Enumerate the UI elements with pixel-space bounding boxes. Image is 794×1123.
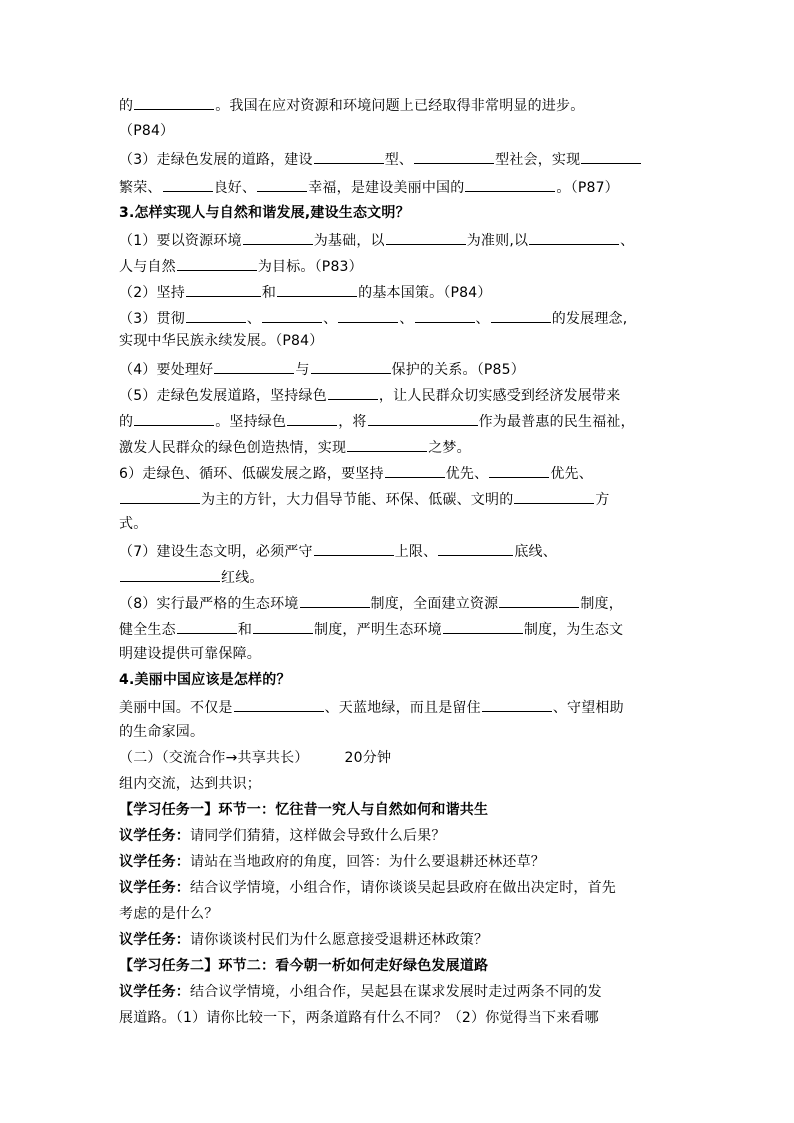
section-heading: 4.美丽中国应该是怎样的？ (119, 672, 291, 688)
task-heading: 【学习任务一】环节一：忆往昔一究人与自然如何和谐共生 (119, 802, 489, 818)
fill-blank (328, 384, 378, 400)
text: ，让人民群众切实感受到经济发展带来 (378, 388, 621, 404)
text: 制度， (580, 596, 623, 612)
text-line (119, 618, 623, 640)
fill-blank (347, 436, 427, 452)
fill-blank (287, 410, 337, 426)
text: ，将 (338, 414, 367, 430)
text: 激发人民群众的绿色创造热情，实现 (119, 440, 347, 456)
text: 、天蓝地绿，而且是留住 (324, 700, 481, 716)
fill-blank (385, 462, 445, 478)
text-line (119, 255, 363, 277)
text-line (119, 930, 488, 950)
text: 、 (399, 311, 414, 327)
text: 。坚持绿色 (215, 414, 287, 430)
text: 和 (237, 622, 253, 638)
page-ref: （P84） (119, 123, 175, 139)
fill-blank (499, 592, 579, 608)
text: 。（P87） (556, 180, 619, 196)
text: 展道路。（1）请你比较一下，两条道路有什么不同？（2）你觉得当下来看哪 (119, 1010, 599, 1026)
text-line (119, 540, 557, 562)
text: 型、 (384, 152, 414, 168)
text: 和 (261, 285, 277, 301)
fill-blank (581, 148, 641, 164)
text: 、 (475, 311, 490, 327)
text: （二）（交流合作→共享共长） (119, 750, 309, 766)
fill-blank (186, 281, 261, 297)
text-line (119, 358, 525, 380)
text: 式。 (119, 516, 148, 532)
fill-blank (120, 566, 220, 582)
fill-blank (438, 540, 513, 556)
text: 的生命家园。 (119, 724, 205, 740)
text: 型社会，实现 (495, 152, 581, 168)
text-line (119, 826, 446, 846)
text-line (119, 121, 174, 141)
text: 。我国在应对资源和环境问题上已经取得非常明显的进步。 (215, 98, 585, 114)
text-line (119, 488, 610, 510)
text: 的发展理念, (551, 311, 628, 327)
fill-blank (134, 94, 214, 110)
section-heading: 3.怎样实现人与自然和谐发展,建设生态文明？ (119, 205, 410, 221)
text: 制度，为生态文 (523, 622, 624, 638)
text: 与 (295, 362, 310, 378)
text-line (119, 852, 545, 872)
text: 、 (246, 311, 262, 327)
fill-blank (529, 229, 619, 245)
fill-blank (186, 307, 246, 323)
text-line (119, 307, 627, 329)
text: 请同学们猜猜，这样做会导致什么后果？ (190, 828, 446, 844)
task-label: 议学任务： (119, 854, 190, 870)
fill-blank (177, 255, 257, 271)
text-line (119, 1008, 599, 1028)
fill-blank (491, 307, 551, 323)
text: 的 (119, 98, 134, 114)
text: 底线、 (514, 544, 557, 560)
text: 考虑的是什么？ (119, 906, 219, 922)
text: 作为最普惠的民生福祉， (478, 414, 635, 430)
text-line (119, 148, 642, 170)
text: 的基本国策。（P84） (358, 285, 492, 301)
fill-blank (311, 358, 391, 374)
text: （5）走绿色发展道路，坚持绿色 (119, 388, 327, 404)
text-line (119, 748, 391, 768)
text-line (119, 514, 147, 534)
text: （7）建设生态文明，必须严守 (119, 544, 313, 560)
text-line (119, 592, 623, 614)
text-line (119, 94, 584, 116)
text: 保护的关系。（P85） (391, 362, 525, 378)
text: （3）贯彻 (119, 311, 185, 327)
text: 方 (595, 492, 610, 508)
text: 制度，严明生态环境 (314, 622, 442, 638)
fill-blank (257, 176, 307, 192)
text: 、 (323, 311, 338, 327)
fill-blank (443, 618, 523, 634)
text: 繁荣、 (119, 180, 162, 196)
fill-blank (134, 410, 214, 426)
text-line (119, 436, 471, 458)
fill-blank (482, 696, 552, 712)
text-line (119, 331, 323, 351)
fill-blank (277, 281, 357, 297)
duration-label: 20分钟 (344, 750, 392, 766)
task-heading: 【学习任务二】环节二：看今朝一析如何走好绿色发展道路 (119, 958, 489, 974)
fill-blank (338, 307, 398, 323)
fill-blank (214, 358, 294, 374)
text-line (119, 774, 261, 794)
text: 红线。 (221, 570, 264, 586)
task-label: 议学任务： (119, 932, 190, 948)
text-line (119, 176, 619, 198)
text: 结合议学情境，小组合作，请你谈谈吴起县政府在做出决定时，首先 (190, 880, 616, 896)
text: 结合议学情境，小组合作，吴起县在谋求发展时走过两条不同的发 (190, 984, 602, 1000)
text-line (119, 281, 492, 303)
text-line (119, 384, 620, 406)
text: （4）要处理好 (119, 362, 214, 378)
text: 健全生态 (119, 622, 176, 638)
fill-blank (177, 618, 237, 634)
fill-blank (120, 488, 200, 504)
fill-blank (414, 148, 494, 164)
text: 上限、 (394, 544, 438, 560)
text: 幸福，是建设美丽中国的 (308, 180, 465, 196)
text-line (119, 566, 264, 588)
text-line (119, 722, 204, 742)
text-line (119, 982, 602, 1002)
fill-blank (234, 696, 324, 712)
fill-blank (368, 410, 478, 426)
fill-blank (314, 148, 384, 164)
text: 实现中华民族永续发展。（P84） (119, 333, 324, 349)
text: 为主的方针，大力倡导节能、环保、低碳、文明的 (201, 492, 514, 508)
fill-blank (489, 462, 549, 478)
text: 组内交流，达到共识； (119, 776, 261, 792)
text-line (119, 644, 261, 664)
text-line (119, 410, 635, 432)
text: 人与自然 (119, 259, 176, 275)
text: 良好、 (213, 180, 257, 196)
text: （1）要以资源环境 (119, 233, 242, 249)
fill-blank (253, 618, 313, 634)
fill-blank (465, 176, 555, 192)
text: 的 (119, 414, 134, 430)
fill-blank (300, 592, 370, 608)
text: 制度，全面建立资源 (370, 596, 499, 612)
task-label: 议学任务： (119, 880, 190, 896)
text-line (119, 878, 616, 898)
fill-blank (163, 176, 213, 192)
fill-blank (514, 488, 594, 504)
task-label: 议学任务： (119, 984, 190, 1000)
text: 请站在当地政府的角度，回答：为什么要退耕还林还草？ (190, 854, 545, 870)
text: 为准则,以 (466, 233, 529, 249)
text: （3）走绿色发展的道路，建设 (119, 152, 313, 168)
task-label: 议学任务： (119, 828, 190, 844)
text: 为目标。（P83） (257, 259, 363, 275)
text: 之梦。 (428, 440, 471, 456)
text: 美丽中国。不仅是 (119, 700, 233, 716)
text: 请你谈谈村民们为什么愿意接受退耕还林政策？ (190, 932, 489, 948)
text: 优先、 (550, 466, 593, 482)
text: 、 (620, 233, 635, 249)
text: （8）实行最严格的生态环境 (119, 596, 299, 612)
text-line (119, 462, 593, 484)
text: 明建设提供可靠保障。 (119, 646, 261, 662)
text-line (119, 696, 624, 718)
text: 优先、 (445, 466, 489, 482)
fill-blank (314, 540, 394, 556)
text-line (119, 229, 634, 251)
text: 、守望相助 (552, 700, 624, 716)
text: （2）坚持 (119, 285, 185, 301)
fill-blank (243, 229, 313, 245)
text: 6）走绿色、循环、低碳发展之路，要坚持 (119, 466, 384, 482)
fill-blank (262, 307, 322, 323)
fill-blank (415, 307, 475, 323)
text: 为基础，以 (313, 233, 385, 249)
fill-blank (386, 229, 466, 245)
text-line (119, 904, 218, 924)
